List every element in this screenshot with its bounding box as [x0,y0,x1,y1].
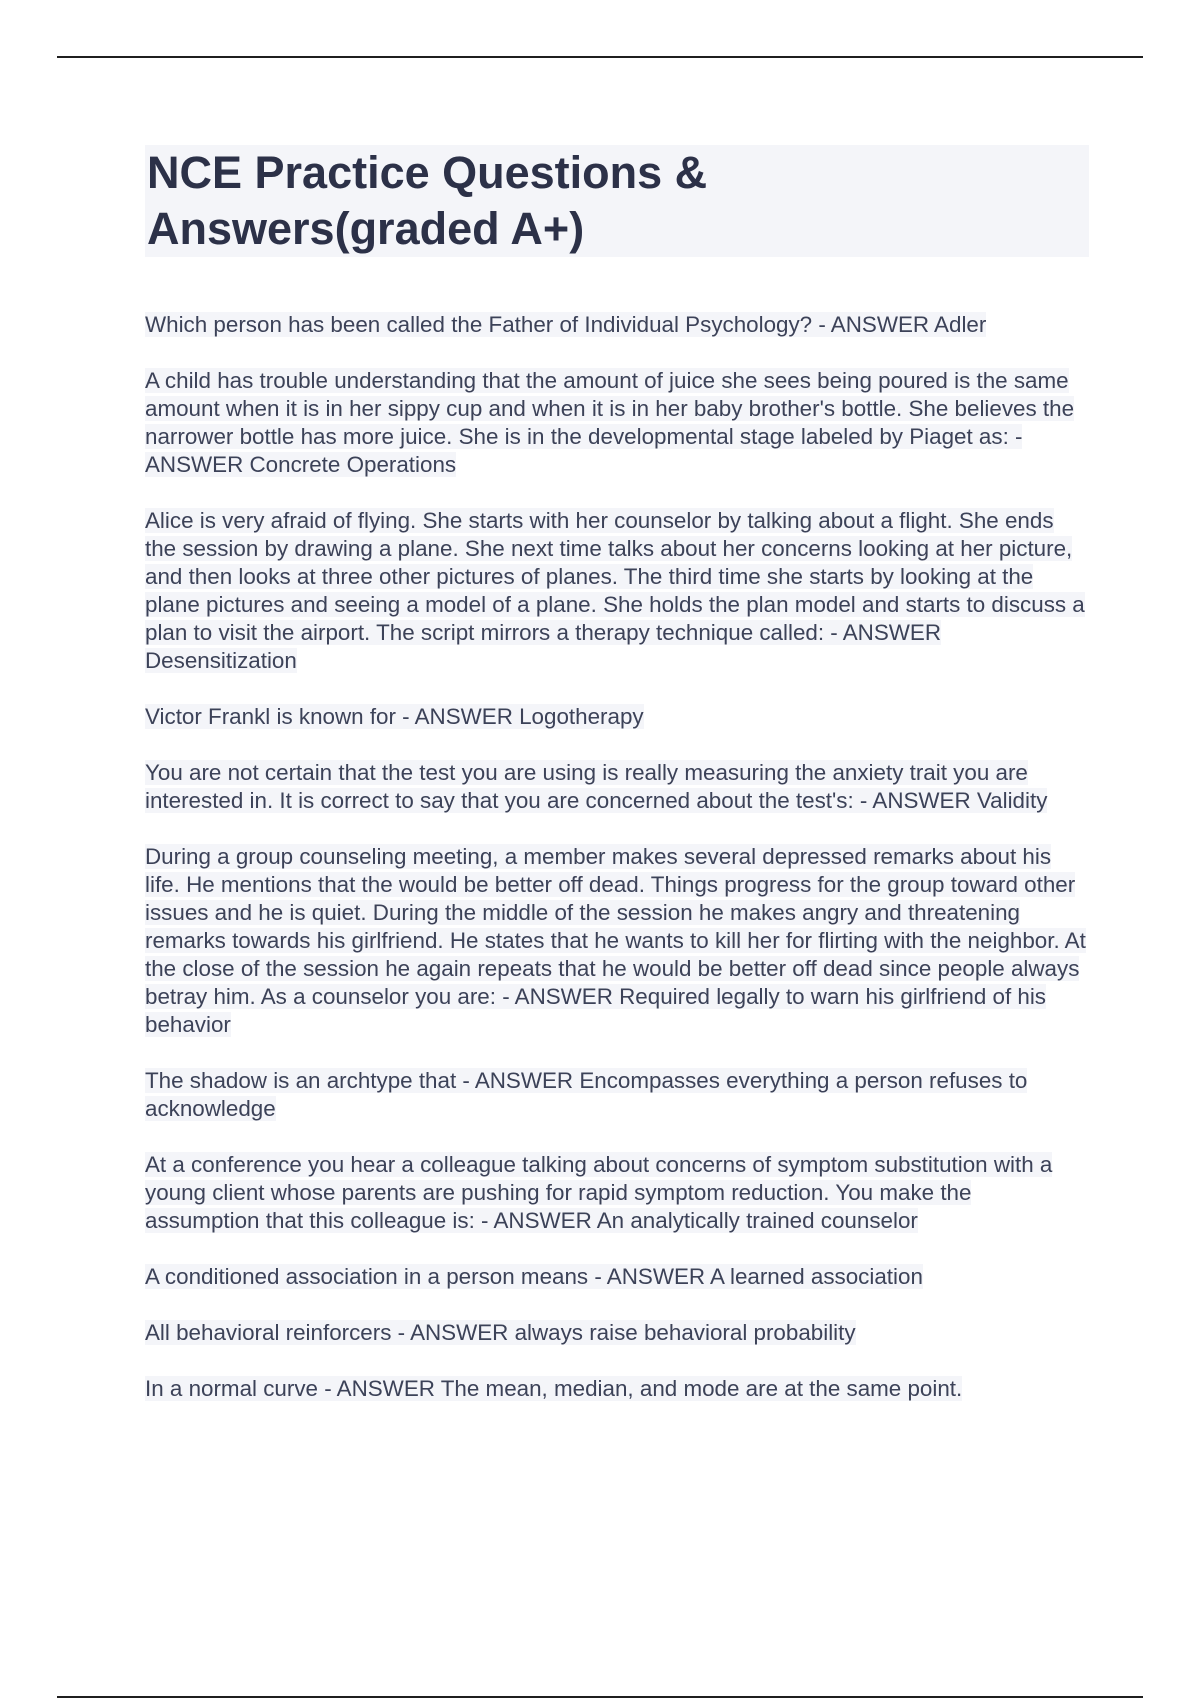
qa-item [145,1319,1089,1347]
qa-item [145,843,1089,1039]
qa-text: A conditioned association in a person means - ANSWER A learned association [145,1264,923,1289]
qa-item [145,311,1089,339]
qa-item [145,367,1089,479]
qa-item [145,703,1089,731]
qa-item [145,1263,1089,1291]
bottom-rule [57,1696,1143,1698]
qa-item [145,1067,1089,1123]
qa-item [145,1375,1089,1403]
qa-text: At a conference you hear a colleague talking about concerns of symptom substitution with a young client whose parents are pushing for rapid symptom reduction. You make the assumption that this colleague is: - ANSWER An analytically trained counselor [145,1152,1053,1233]
qa-text: Victor Frankl is known for - ANSWER Logotherapy [145,704,644,729]
qa-list [145,311,1089,1431]
qa-text: In a normal curve - ANSWER The mean, median, and mode are at the same point. [145,1376,963,1401]
qa-text: A child has trouble understanding that the amount of juice she sees being poured is the same amount when it is in her sippy cup and when it is in her baby brother's bottle. She believes the narrower bottle has more juice. She is in the developmental stage labeled by Piaget as: - ANSWER Concrete Operations [145,368,1075,477]
qa-text: All behavioral reinforcers - ANSWER always raise behavioral probability [145,1320,856,1345]
qa-text: Alice is very afraid of flying. She starts with her counselor by talking about a flight. She ends the session by drawing a plane. She next time talks about her concerns looking at her picture, and then looks at three other pictures of planes. The third time she starts by looking at the plane pictures and seeing a model of a plane. She holds the plan model and starts to discuss a plan to visit the airport. The script mirrors a therapy technique called: - ANSWER Desensitization [145,508,1085,673]
qa-text: During a group counseling meeting, a member makes several depressed remarks about his life. He mentions that the would be better off dead. Things progress for the group toward other issues and he is quiet. During the middle of the session he makes angry and threatening remarks towards his girlfriend. He states that he wants to kill her for flirting with the neighbor. At the close of the session he again repeats that he would be better off dead since people always betray him. As a counselor you are: - ANSWER Required legally to warn his girlfriend of his behavior [145,844,1086,1037]
page-title: NCE Practice Questions & Answers(graded A+) [147,147,708,254]
qa-text: The shadow is an archtype that - ANSWER Encompasses everything a person refuses to acknowledge [145,1068,1028,1121]
qa-text: Which person has been called the Father of Individual Psychology? - ANSWER Adler [145,312,987,337]
qa-item [145,1151,1089,1235]
qa-item [145,507,1089,675]
qa-item [145,759,1089,815]
top-rule [57,56,1143,58]
qa-text: You are not certain that the test you are using is really measuring the anxiety trait you are interested in. It is correct to say that you are concerned about the test's: - ANSWER Validity [145,760,1048,813]
title-block [145,145,1089,257]
